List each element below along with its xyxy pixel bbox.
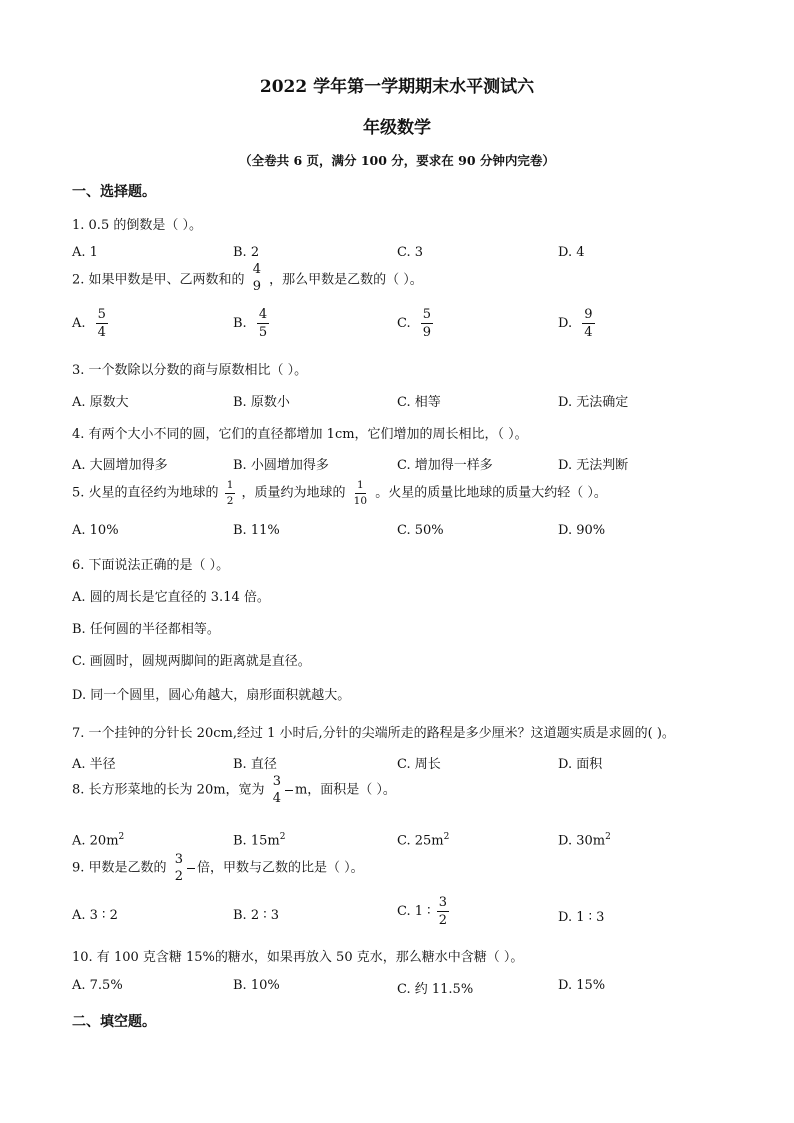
question-2-stem-post: ，那么甲数是乙数的（ ）。 <box>269 272 423 288</box>
page-title: 2022 学年第一学期期末水平测试六 <box>259 77 535 97</box>
question-9-option-a: A. 3 ∶ 2 <box>72 908 118 923</box>
question-4-stem: 4. 有两个大小不同的圆，它们的直径都增加 1cm，它们增加的周长相比，（ ）。 <box>72 427 528 442</box>
fraction-denominator: 5 <box>258 325 268 340</box>
question-2-option-a <box>72 308 110 339</box>
question-2-fraction <box>251 263 263 293</box>
question-5-option-c: C. 50% <box>397 523 444 538</box>
option-text: D. 30m <box>558 833 606 849</box>
fraction-numerator: 3 <box>272 774 281 789</box>
question-5-stem-b: ，质量约为地球的 <box>241 485 346 501</box>
question-10-option-d: D. 15% <box>558 978 606 993</box>
question-5-stem-a: 5. 火星的直径约为地球的 <box>72 485 219 501</box>
question-8-option-d <box>558 832 611 848</box>
question-5-fraction-2 <box>352 480 369 506</box>
question-6-option-c: C. 画圆时，圆规两脚间的距离就是直径。 <box>72 654 311 669</box>
fraction-bar-dash <box>187 868 195 869</box>
question-2-stem-pre: 2. 如果甲数是甲、乙两数和的 <box>72 272 245 288</box>
question-9-stem-pre: 9. 甲数是乙数的 <box>72 860 167 876</box>
fraction-denominator: 2 <box>174 869 183 884</box>
fraction-denominator: 2 <box>438 913 447 928</box>
question-7-option-b: B. 直径 <box>233 757 277 772</box>
option-fraction <box>257 308 269 339</box>
question-2-option-c <box>397 308 435 339</box>
question-3-option-b: B. 原数小 <box>233 395 290 410</box>
question-2-option-d <box>558 308 597 339</box>
question-1-option-b: B. 2 <box>233 245 260 260</box>
question-5-option-d: D. 90% <box>558 523 606 538</box>
option-label: A. <box>72 316 86 331</box>
fraction-numerator: 3 <box>438 895 447 910</box>
question-10-stem: 10. 有 100 克含糖 15%的糖水，如果再放入 50 克水，那么糖水中含糖（ ）。 <box>72 950 524 965</box>
option-fraction <box>437 896 449 927</box>
superscript: 2 <box>279 832 286 842</box>
question-8-stem <box>72 775 396 805</box>
option-label: B. <box>233 316 247 331</box>
fraction-numerator: 1 <box>355 480 366 494</box>
question-5-stem-c: 。火星的质量比地球的质量大约轻（ ）。 <box>375 485 607 501</box>
question-8-option-c <box>397 832 449 848</box>
option-label: C. <box>397 316 411 331</box>
fraction-denominator: 9 <box>252 279 261 294</box>
option-text: C. 1 ∶ <box>397 904 431 919</box>
question-7-option-d: D. 面积 <box>558 757 603 772</box>
superscript: 2 <box>118 832 125 842</box>
question-8-stem-pre: 8. 长方形菜地的长为 20m，宽为 <box>72 782 265 798</box>
fraction-denominator: 10 <box>353 494 368 507</box>
question-4-option-d: D. 无法判断 <box>558 458 629 473</box>
question-2-option-b <box>233 308 271 339</box>
fraction-numerator: 4 <box>252 262 261 277</box>
question-10-option-a: A. 7.5% <box>72 978 123 993</box>
question-6-stem: 6. 下面说法正确的是（ ）。 <box>72 558 230 573</box>
question-3-option-d: D. 无法确定 <box>558 395 629 410</box>
question-4-option-b: B. 小圆增加得多 <box>233 458 329 473</box>
question-9-fraction <box>173 853 185 883</box>
option-text: A. 20m <box>72 833 119 849</box>
question-8-stem-post: m，面积是（ ）。 <box>294 782 396 798</box>
question-5-option-a: A. 10% <box>72 523 119 538</box>
page-subtitle-grade: 年级数学 <box>363 118 431 138</box>
fraction-denominator: 4 <box>97 325 106 340</box>
question-9-option-b: B. 2 ∶ 3 <box>233 908 280 923</box>
option-fraction <box>421 308 433 339</box>
fraction-numerator: 5 <box>422 307 432 322</box>
question-9-stem <box>72 853 364 883</box>
fraction-denominator: 4 <box>584 325 593 340</box>
question-7-option-a: A. 半径 <box>72 757 116 772</box>
fraction-denominator: 9 <box>422 325 432 340</box>
question-3-stem: 3. 一个数除以分数的商与原数相比（ ）。 <box>72 363 308 378</box>
option-fraction <box>582 308 594 339</box>
option-text: B. 15m <box>233 833 280 849</box>
question-4-option-c: C. 增加得一样多 <box>397 458 493 473</box>
question-8-option-a <box>72 832 124 848</box>
question-1-stem: 1. 0.5 的倒数是（ ）。 <box>72 218 202 233</box>
question-5-option-b: B. 11% <box>233 523 280 538</box>
fraction-bar-dash <box>285 790 293 791</box>
section-heading-fill-in: 二、填空题。 <box>72 1014 156 1030</box>
question-2-stem <box>72 262 423 295</box>
question-6-option-d: D. 同一个圆里，圆心角越大，扇形面积就越大。 <box>72 688 351 703</box>
question-5-fraction-1 <box>225 480 236 506</box>
option-text: C. 25m <box>397 833 444 849</box>
section-heading-choice: 一、选择题。 <box>72 184 156 200</box>
option-label: D. <box>558 316 573 331</box>
fraction-numerator: 3 <box>174 852 183 867</box>
superscript: 2 <box>605 832 611 842</box>
question-1-option-a: A. 1 <box>72 245 98 260</box>
question-6-option-b: B. 任何圆的半径都相等。 <box>72 622 220 637</box>
question-3-option-c: C. 相等 <box>397 395 441 410</box>
question-5-stem <box>72 480 607 506</box>
fraction-numerator: 5 <box>97 307 106 322</box>
question-3-option-a: A. 原数大 <box>72 395 129 410</box>
question-9-option-c <box>397 896 451 927</box>
question-9-option-d: D. 1 ∶ 3 <box>558 910 605 925</box>
superscript: 2 <box>443 832 450 842</box>
fraction-numerator: 9 <box>584 307 593 322</box>
question-1-option-c: C. 3 <box>397 245 424 260</box>
exam-instructions: （全卷共 6 页，满分 100 分，要求在 90 分钟内完卷） <box>239 153 555 168</box>
fraction-denominator: 2 <box>226 494 234 507</box>
question-7-option-c: C. 周长 <box>397 757 441 772</box>
question-7-stem: 7. 一个挂钟的分针长 20cm,经过 1 小时后,分针的尖端所走的路程是多少厘米？这道题实质是求圆的( )。 <box>72 726 675 741</box>
fraction-denominator: 4 <box>272 791 281 806</box>
question-8-fraction <box>271 775 283 805</box>
question-10-option-b: B. 10% <box>233 978 280 993</box>
fraction-numerator: 4 <box>258 307 268 322</box>
option-fraction <box>96 308 108 339</box>
question-4-option-a: A. 大圆增加得多 <box>72 458 168 473</box>
question-6-option-a: A. 圆的周长是它直径的 3.14 倍。 <box>72 590 270 605</box>
question-1-option-d: D. 4 <box>558 245 585 260</box>
question-10-option-c: C. 约 11.5% <box>397 982 474 997</box>
question-8-option-b <box>233 832 285 848</box>
question-9-stem-post: 倍，甲数与乙数的比是（ ）。 <box>196 860 364 876</box>
fraction-numerator: 1 <box>225 480 236 494</box>
